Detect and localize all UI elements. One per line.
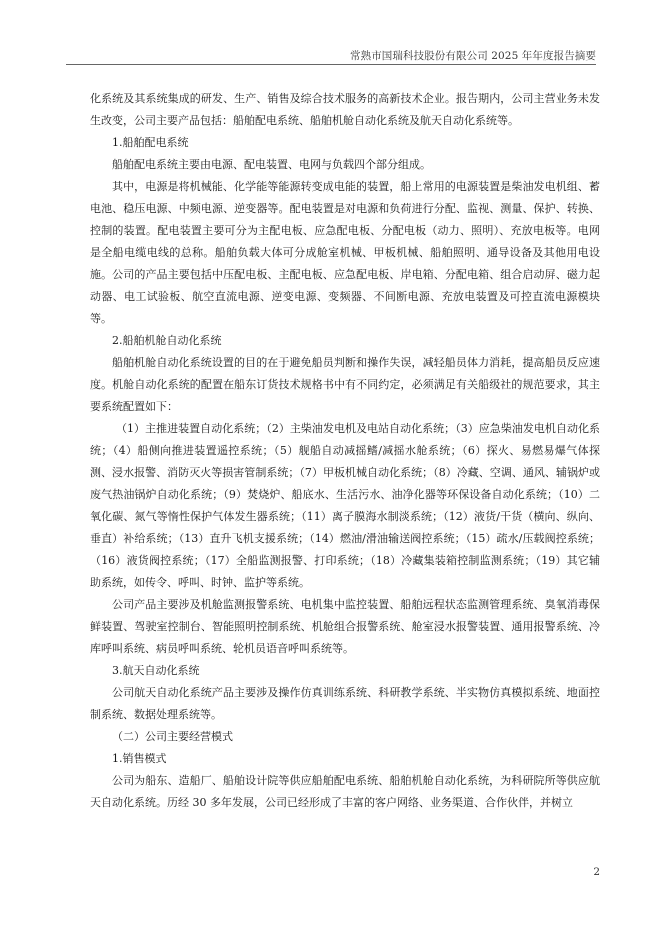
engine-room-automation-intro: 船舶机舱自动化系统设置的目的在于避免船员判断和操作失误，减轻船员体力消耗，提高船员反应速度。机舱自动化系统的配置在船东订货技术规格书中有不同约定，必须满足有关船级社的规范要求，其主要系统配置如下： <box>90 356 600 413</box>
page-number: 2 <box>593 866 600 878</box>
engine-room-system-list: （1）主推进装置自动化系统；（2）主柴油发电机及电站自动化系统；（3）应急柴油发电机自动化系统；（4）船侧向推进装置遥控系统；（5）舰船自动减摇鳍/减摇水舱系统；（6）探火、易燃易爆气体探测、浸水报警、消防灭火等损害管制系统；（7）甲板机械自动化系统；（8）冷藏、空调、通风、辅锅炉或废气热油锅炉自动化系统；（9）焚烧炉、船底水、生活污水、油净化器等环保设备自动化系统；（10）二氧化碳、氮气等惰性保护气体发生器系统；（11）离子膜海水制淡系统；（12）液货/干货（横向、纵向、垂直）补给系统；（13）直升飞机支援系统；（14）燃油/滑油输送阀控系统；（15）疏水/压载阀控系统；（16）液货阀控系统；（17）全船监测报警、打印系统；（18）冷藏集装箱控制监测系统；（19）其它辅助系统，如传令、呼叫、时钟、监护等系统。 <box>90 422 600 589</box>
section-heading-aerospace-automation: 3.航天自动化系统 <box>112 664 200 677</box>
section-heading-business-model: （二）公司主要经营模式 <box>112 730 233 743</box>
section-heading-power-distribution: 1.船舶配电系统 <box>112 136 189 149</box>
header-divider <box>66 64 596 65</box>
power-distribution-detail: 其中，电源是将机械能、化学能等能源转变成电能的装置，船上常用的电源装置是柴油发电机组、蓄电池、稳压电源、中频电源、逆变器等。配电装置是对电源和负荷进行分配、监视、测量、保护、转换、控制的装置。配电装置主要可分为主配电板、应急配电板、分配电板（动力、照明）、充放电板等。电网是全船电缆电线的总称。船舶负载大体可分成舱室机械、甲板机械、船舶照明、通导设备及其他用电设施。公司的产品主要包括中压配电板、主配电板、应急配电板、岸电箱、分配电箱、组合启动屏、磁力起动器、电工试验板、航空直流电源、逆变电源、变频器、不间断电源、充放电装置及可控直流电源模块等。 <box>90 180 600 325</box>
document-body <box>90 88 600 814</box>
section-heading-engine-room-automation: 2.船舶机舱自动化系统 <box>112 334 222 347</box>
power-distribution-summary: 船舶配电系统主要由电源、配电装置、电网与负载四个部分组成。 <box>112 158 431 171</box>
intro-paragraph: 化系统及其系统集成的研发、生产、销售及综合技术服务的高新技术企业。报告期内，公司主营业务未发生改变，公司主要产品包括：船舶配电系统、船舶机舱自动化系统及航天自动化系统等。 <box>90 92 600 127</box>
sales-model-paragraph: 公司为船东、造船厂、船舶设计院等供应船舶配电系统、船舶机舱自动化系统，为科研院所等供应航天自动化系统。历经 30 多年发展，公司已经形成了丰富的客户网络、业务渠道、合作伙伴，并树立 <box>90 774 600 809</box>
engine-room-products: 公司产品主要涉及机舱监测报警系统、电机集中监控装置、船舶远程状态监测管理系统、臭氧消毒保鲜装置、驾驶室控制台、智能照明控制系统、机舱组合报警系统、舱室浸水报警装置、通用报警系统、冷库呼叫系统、病员呼叫系统、轮机员语音呼叫系统等。 <box>90 598 600 655</box>
report-header-title: 常熟市国瑞科技股份有限公司 2025 年年度报告摘要 <box>350 50 596 62</box>
section-heading-sales-model: 1.销售模式 <box>112 752 167 765</box>
aerospace-automation-products: 公司航天自动化系统产品主要涉及操作仿真训练系统、科研教学系统、半实物仿真模拟系统、地面控制系统、数据处理系统等。 <box>90 686 600 721</box>
